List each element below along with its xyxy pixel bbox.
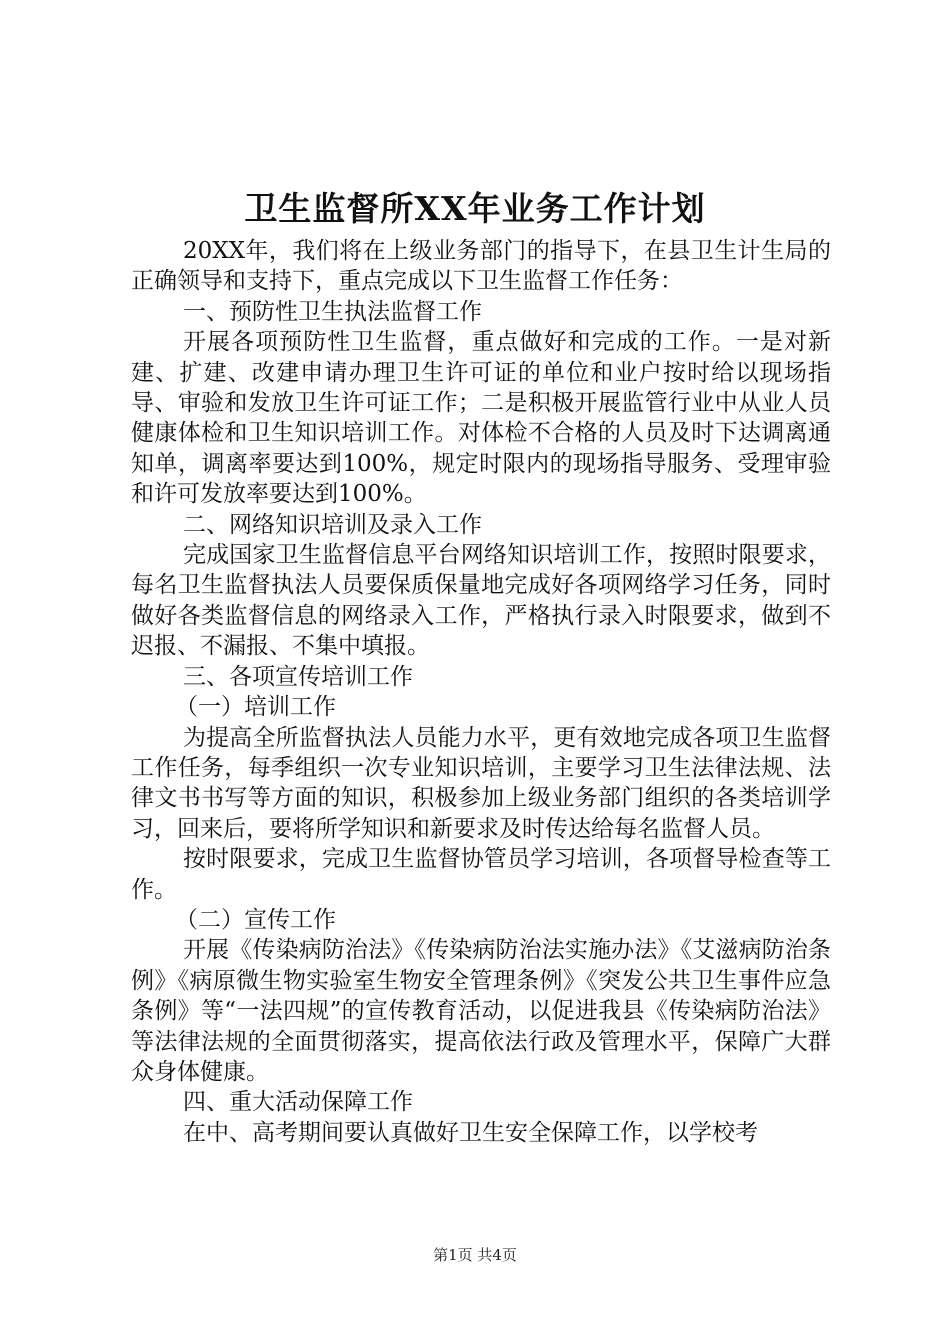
subsection-heading-publicity: （二）宣传工作 (175, 906, 336, 933)
section-heading-1: 一、预防性卫生执法监督工作 (183, 298, 482, 325)
section-2-paragraph: 完成国家卫生监督信息平台网络知识培训工作，按照时限要求，每名卫生监督执法人员要保质保量地完成好各项网络学习任务，同时做好各类监督信息的网络录入工作，严格执行录入时限要求，做到不迟报、不漏报、不集中填报。 (131, 542, 831, 660)
document-title: 卫生监督所XX年业务工作计划 (244, 189, 706, 228)
publicity-paragraph: 开展《传染病防治法》《传染病防治法实施办法》《艾滋病防治条例》《病原微生物实验室生物安全管理条例》《突发公共卫生事件应急条例》等“一法四规”的宣传教育活动，以促进我县《传染病防治法》等法律法规的全面贯彻落实，提高依法行政及管理水平，保障广大群众身体健康。 (131, 937, 831, 1085)
intro-paragraph: 20XX年，我们将在上级业务部门的指导下，在县卫生计生局的正确领导和支持下，重点完成以下卫生监督工作任务： (131, 238, 831, 295)
section-heading-4: 四、重大活动保障工作 (183, 1089, 413, 1116)
page-footer: 第1页 共4页 (433, 1246, 517, 1264)
section-4-paragraph: 在中、高考期间要认真做好卫生安全保障工作，以学校考 (183, 1119, 758, 1146)
document-body (131, 236, 831, 1148)
section-heading-3: 三、各项宣传培训工作 (183, 663, 413, 690)
section-heading-2: 二、网络知识培训及录入工作 (183, 511, 482, 538)
section-1-paragraph: 开展各项预防性卫生监督，重点做好和完成的工作。一是对新建、扩建、改建申请办理卫生许可证的单位和业户按时给以现场指导、审验和发放卫生许可证工作；二是积极开展监管行业中从业人员健康体检和卫生知识培训工作。对体检不合格的人员及时下达调离通知单，调离率要达到100%，规定时限内的现场指导服务、受理审验和许可发放率要达到100%。 (131, 329, 831, 508)
training-paragraph-1: 为提高全所监督执法人员能力水平，更有效地完成各项卫生监督工作任务，每季组织一次专业知识培训，主要学习卫生法律法规、法律文书书写等方面的知识，积极参加上级业务部门组织的各类培训学习，回来后，要将所学知识和新要求及时传达给每名监督人员。 (131, 724, 831, 842)
subsection-heading-training: （一）培训工作 (175, 694, 336, 721)
training-paragraph-2: 按时限要求，完成卫生监督协管员学习培训，各项督导检查等工作。 (131, 846, 831, 903)
